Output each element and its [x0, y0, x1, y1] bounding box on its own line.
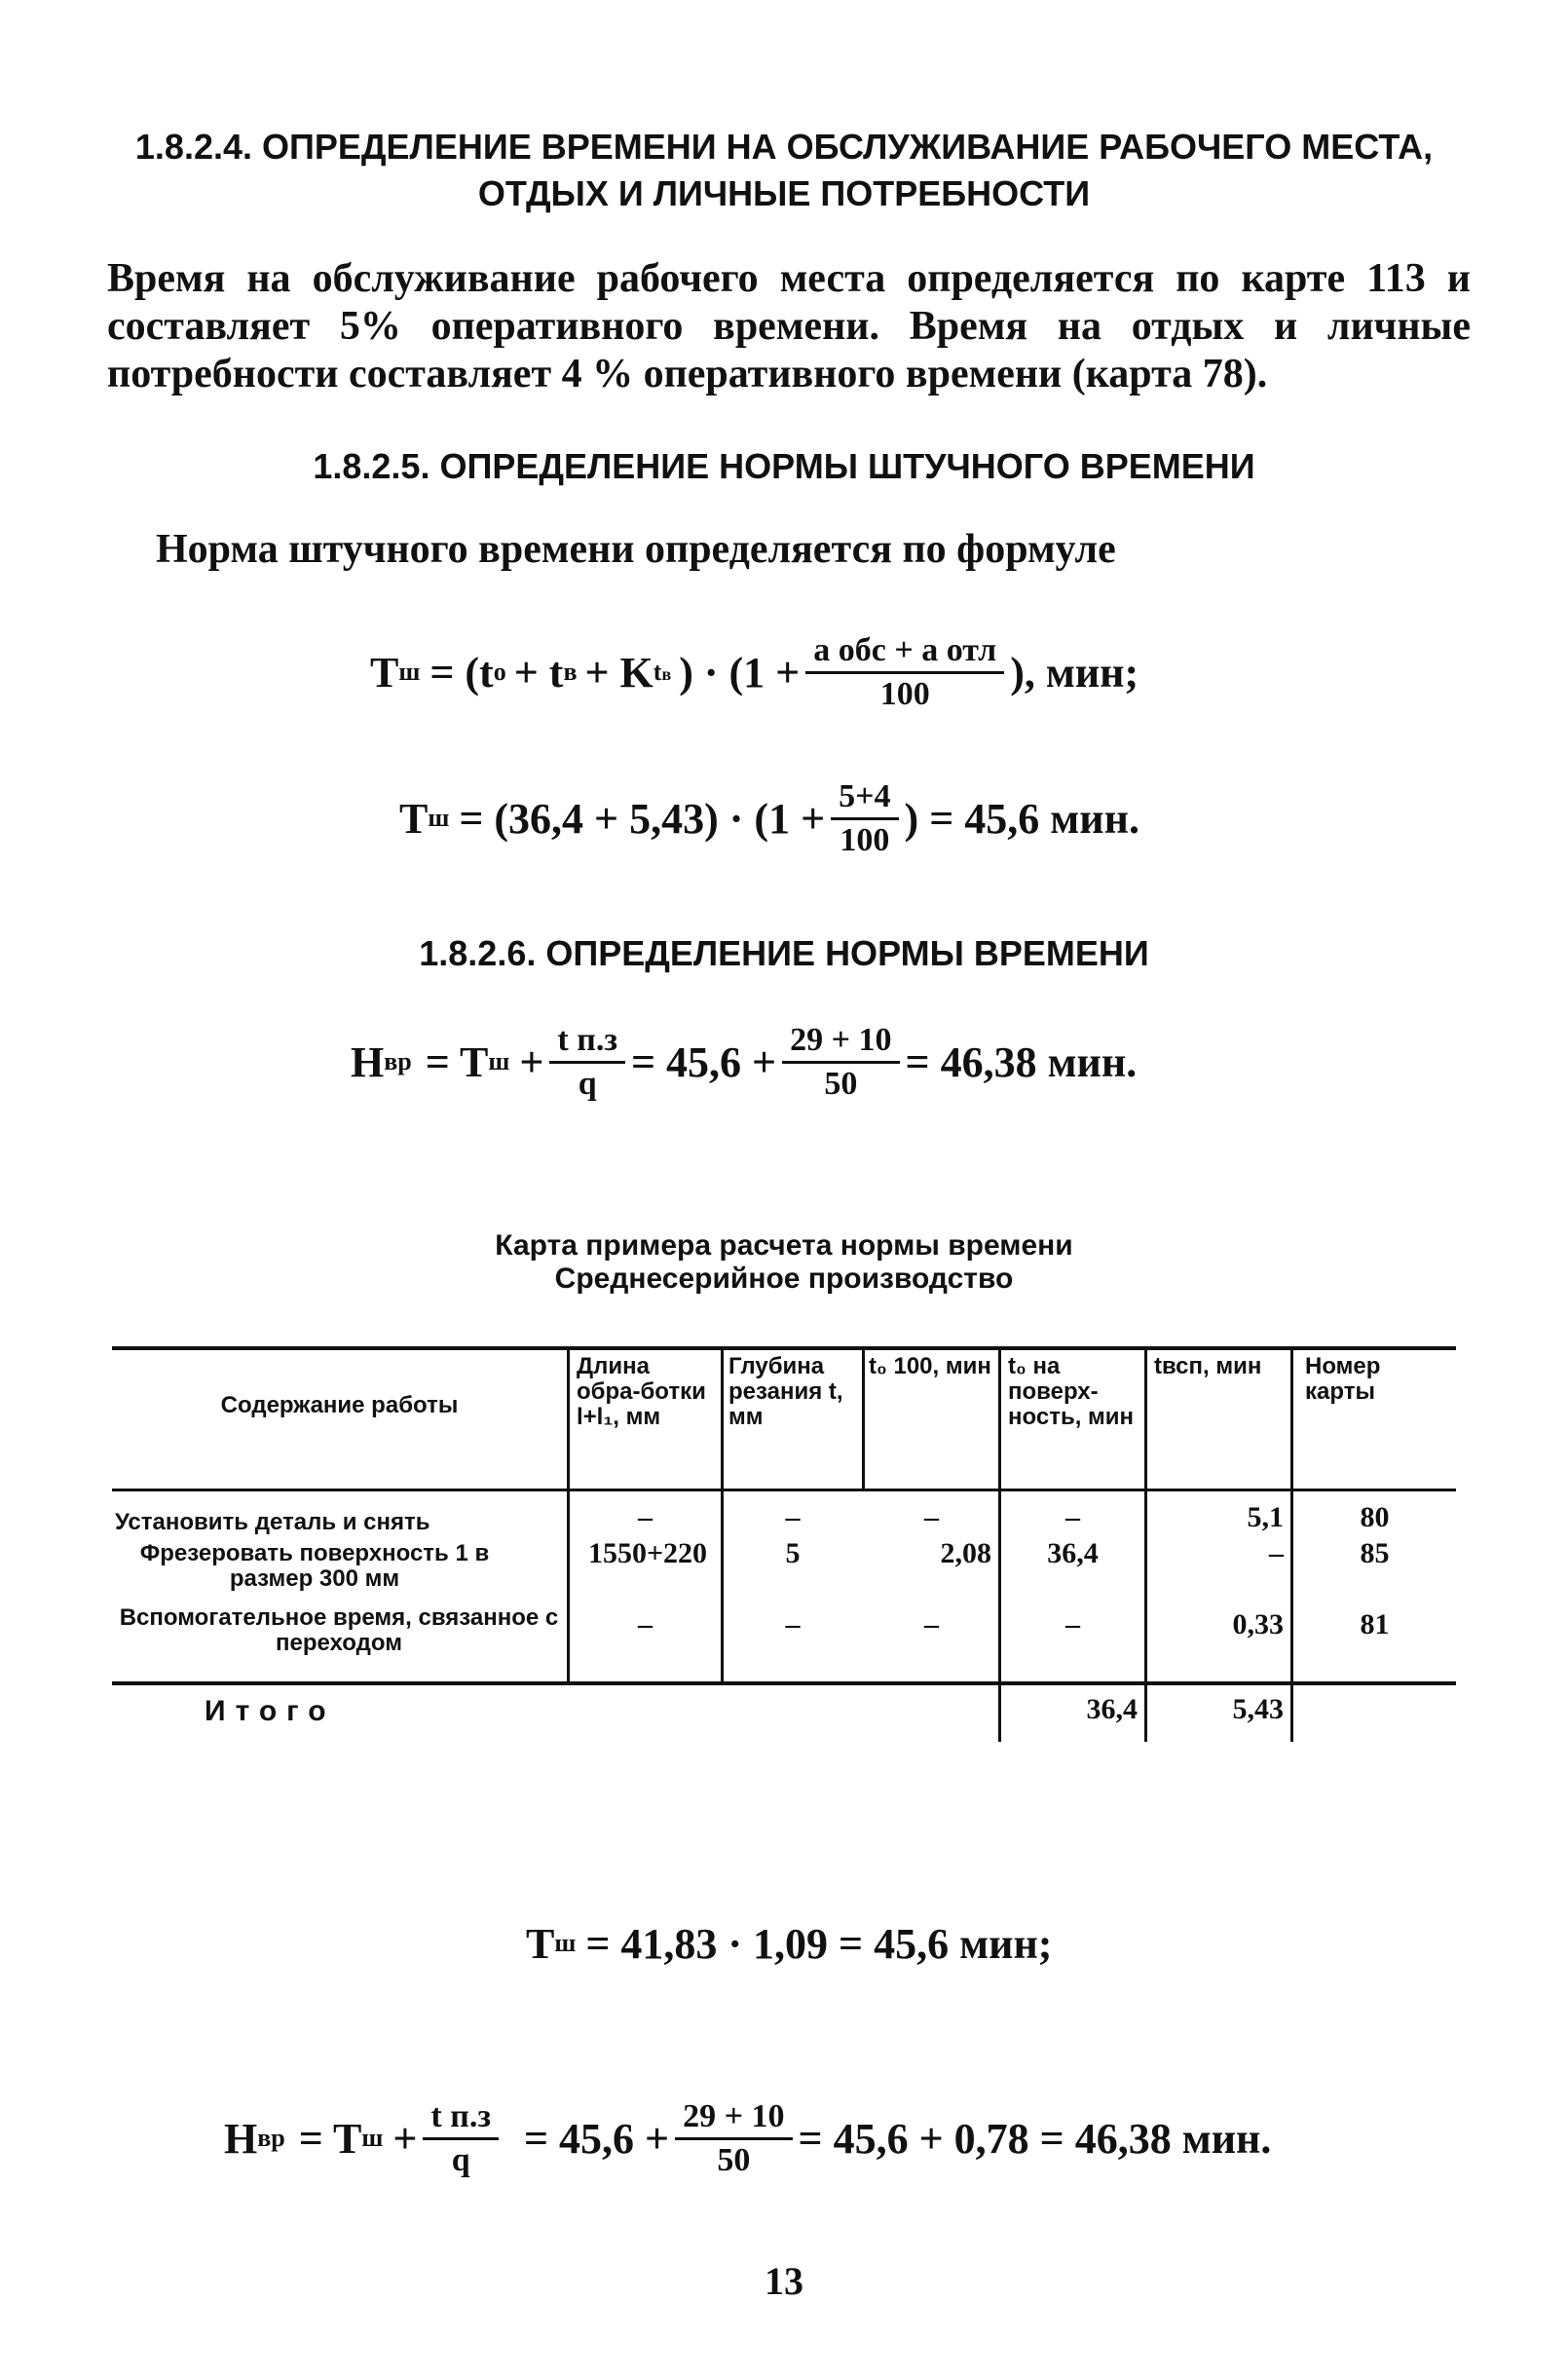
cell-tsurf: 36,4: [1047, 1537, 1099, 1569]
symbol-sub: ш: [361, 2124, 384, 2152]
fraction: [549, 1022, 625, 1103]
cell-work: Фрезеровать поверхность 1 в размер 300 мм: [139, 1540, 490, 1592]
symbol-sub: ш: [554, 1929, 577, 1957]
formula-part: +: [519, 1037, 544, 1086]
cell-length: –: [638, 1501, 653, 1533]
formula-time-norm: [351, 1013, 1137, 1111]
cell-length: 1550+220: [587, 1537, 708, 1569]
table-col-divider: [862, 1346, 865, 1490]
fraction-numerator: 5+4: [831, 778, 898, 820]
cell-card: 81: [1360, 1608, 1390, 1640]
cell-taux: 0,33: [1232, 1608, 1284, 1640]
fraction-denominator: 100: [840, 821, 890, 858]
symbol-sub: ш: [398, 658, 421, 686]
fraction-denominator: q: [578, 1065, 597, 1102]
cell-work: Установить деталь и снять: [115, 1509, 430, 1535]
section-heading-1824-line1: 1.8.2.4. ОПРЕДЕЛЕНИЕ ВРЕМЕНИ НА ОБСЛУЖИВАНИЕ РАБОЧЕГО МЕСТА,: [134, 127, 1434, 167]
symbol-T: T: [526, 1919, 555, 1968]
formula-part: ) · (1 +: [679, 648, 801, 697]
formula-part: = (36,4 + 5,43) · (1 +: [459, 794, 826, 843]
table-header-card: Номер карты: [1305, 1353, 1381, 1405]
symbol-sub: вр: [384, 1047, 412, 1075]
table-header-t100: t₀ 100, мин: [869, 1353, 991, 1379]
table-caption-line1: Карта примера расчета нормы времени: [495, 1229, 1073, 1262]
table-header-depth: Глубина резания t, мм: [728, 1353, 843, 1430]
cell-length: –: [638, 1608, 653, 1640]
formula-part: = (t: [429, 648, 494, 697]
formula-part: ), мин;: [1010, 648, 1139, 697]
table-header-work: Содержание работы: [220, 1392, 459, 1418]
section-heading-1825: 1.8.2.5. ОПРЕДЕЛЕНИЕ НОРМЫ ШТУЧНОГО ВРЕМЕНИ: [313, 446, 1255, 486]
section-heading-1824-line2: ОТДЫХ И ЛИЧНЫЕ ПОТРЕБНОСТИ: [477, 173, 1091, 213]
page-number: 13: [765, 2259, 803, 2303]
cell-work: Вспомогательное время, связанное с переходом: [119, 1604, 559, 1656]
formula-part: = T: [425, 1037, 489, 1086]
formula-part: = 46,38 мин.: [905, 1037, 1138, 1086]
symbol-sub: о: [493, 658, 506, 686]
symbol-T: T: [370, 648, 399, 697]
formula-part: ) = 45,6 мин.: [904, 794, 1139, 843]
table-header-taux: tвсп, мин: [1154, 1353, 1262, 1379]
cell-depth: 5: [785, 1537, 801, 1569]
table-rule-top: [112, 1346, 1456, 1350]
total-tsurf: 36,4: [1086, 1693, 1138, 1725]
cell-t100: –: [924, 1608, 939, 1640]
table-rule-header: [112, 1489, 1456, 1491]
symbol-sub: вр: [257, 2124, 285, 2152]
formula-part: + K: [584, 648, 653, 697]
total-label: Итого: [205, 1695, 336, 1727]
formula-piece-time-short: [526, 1904, 1052, 1982]
formula-intro: Норма штучного времени определяется по формуле: [156, 527, 1116, 572]
section-heading-1826: 1.8.2.6. ОПРЕДЕЛЕНИЕ НОРМЫ ВРЕМЕНИ: [419, 933, 1149, 973]
fraction: [831, 778, 898, 859]
table-header-tsurf: t₀ на поверх-ность, мин: [1008, 1353, 1135, 1430]
symbol-sub: в: [563, 658, 578, 686]
cell-tsurf: –: [1065, 1608, 1080, 1640]
fraction: [805, 632, 1004, 713]
fraction-denominator: q: [451, 2141, 470, 2178]
formula-part: = 45,6 + 0,78 = 46,38 мин.: [798, 2114, 1272, 2163]
formula-time-norm-final: [224, 2085, 1271, 2192]
cell-taux: –: [1269, 1537, 1284, 1569]
cell-card: 85: [1360, 1537, 1390, 1569]
cell-t100: –: [924, 1501, 939, 1533]
symbol-T: T: [399, 794, 429, 843]
fraction-denominator: 50: [824, 1065, 858, 1102]
cell-depth: –: [785, 1501, 801, 1533]
paragraph-service-time: Время на обслуживание рабочего места определяется по карте 113 и составляет 5% оперативного времени. Время на отдых и личные потребности составляет 4 % оперативного времени (карта 78).: [107, 256, 1471, 396]
formula-piece-time-calc: [399, 770, 1139, 867]
formula-part: + t: [513, 648, 564, 697]
symbol-H: H: [224, 2114, 258, 2163]
fraction: [675, 2098, 792, 2179]
fraction: [423, 2098, 499, 2179]
symbol-sub: tв: [653, 658, 672, 686]
formula-part: = T: [298, 2114, 362, 2163]
total-taux: 5,43: [1232, 1693, 1284, 1725]
fraction-numerator: t п.з: [423, 2098, 499, 2140]
fraction: [782, 1022, 899, 1103]
fraction-numerator: 29 + 10: [675, 2098, 792, 2140]
fraction-numerator: a обс + a отл: [805, 632, 1004, 674]
cell-taux: 5,1: [1247, 1501, 1284, 1533]
cell-t100: 2,08: [940, 1537, 991, 1569]
formula-part: = 45,6 +: [630, 1037, 777, 1086]
cell-depth: –: [785, 1608, 801, 1640]
fraction-numerator: t п.з: [549, 1022, 625, 1064]
fraction-denominator: 100: [879, 675, 930, 712]
cell-tsurf: –: [1065, 1501, 1080, 1533]
fraction-numerator: 29 + 10: [782, 1022, 899, 1064]
table-col-divider: [1290, 1683, 1293, 1742]
symbol-H: H: [351, 1037, 385, 1086]
formula-part: = 45,6 +: [523, 2114, 670, 2163]
symbol-sub: ш: [488, 1047, 510, 1075]
formula-part: = 41,83 · 1,09 = 45,6 мин;: [585, 1919, 1053, 1968]
table-header-length: Длина обра-ботки l+l₁, мм: [577, 1353, 706, 1430]
symbol-sub: ш: [428, 804, 450, 832]
formula-piece-time-general: [370, 623, 1139, 721]
table-rule-body: [112, 1681, 1456, 1685]
cell-card: 80: [1360, 1501, 1390, 1533]
formula-part: +: [392, 2114, 418, 2163]
fraction-denominator: 50: [717, 2141, 751, 2178]
table-caption-line2: Среднесерийное производство: [554, 1263, 1014, 1295]
